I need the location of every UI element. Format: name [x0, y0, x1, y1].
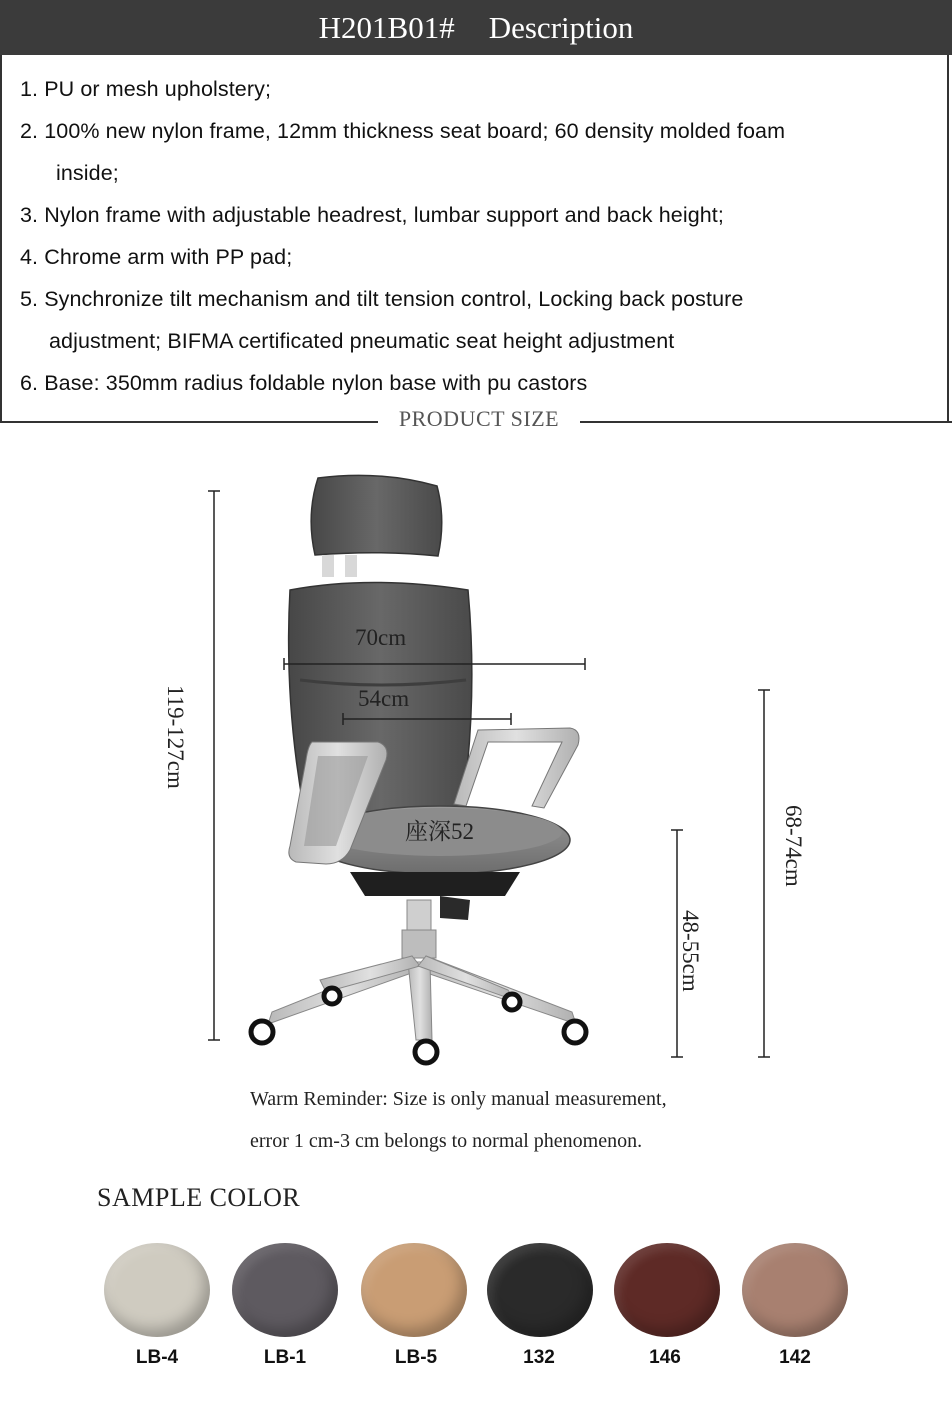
swatch-label: 146 [649, 1347, 681, 1368]
description-box [0, 55, 949, 421]
sample-color-title: SAMPLE COLOR [97, 1183, 301, 1212]
swatch-146 [614, 1243, 720, 1337]
product-size-title: PRODUCT SIZE [398, 406, 560, 431]
product-code: H201B01# [318, 9, 455, 45]
seat-depth-label: 座深52 [405, 819, 474, 844]
description-item-continuation: adjustment; BIFMA certificated pneumatic seat height adjustment [49, 329, 675, 353]
swatch-label: LB-5 [394, 1347, 438, 1368]
header-bar [0, 0, 952, 55]
arm-height-dimension [758, 690, 770, 1057]
divider-left [0, 421, 378, 423]
swatch-label: 132 [523, 1347, 555, 1368]
description-item: 5. Synchronize tilt mechanism and tilt tension control, Locking back posture [20, 287, 744, 311]
swatch-lb-4 [104, 1243, 210, 1337]
description-item: 4. Chrome arm with PP pad; [20, 245, 293, 269]
reminder-line-2: error 1 cm-3 cm belongs to normal phenomenon. [250, 1130, 643, 1152]
chair-illustration [251, 475, 586, 1063]
arm-height-label: 68-74cm [781, 805, 806, 887]
description-item: 2. 100% new nylon frame, 12mm thickness seat board; 60 density molded foam [20, 119, 786, 143]
swatch-lb-1 [232, 1243, 338, 1337]
description-item-continuation: inside; [56, 161, 119, 185]
overall-width-label: 70cm [355, 625, 407, 650]
swatch-label: LB-1 [263, 1347, 307, 1368]
swatch-label: LB-4 [135, 1347, 179, 1368]
header-title: Description [488, 9, 634, 45]
description-item: 3. Nylon frame with adjustable headrest, lumbar support and back height; [20, 203, 724, 227]
overall-height-dimension [208, 491, 220, 1040]
swatch-lb-5 [361, 1243, 467, 1337]
overall-height-label: 119-127cm [163, 685, 188, 789]
swatch-label: 142 [779, 1347, 811, 1368]
seat-height-label: 48-55cm [678, 910, 703, 992]
description-item: 6. Base: 350mm radius foldable nylon base with pu castors [20, 371, 588, 395]
seat-width-label: 54cm [358, 686, 410, 711]
chair-diagram [0, 430, 952, 1090]
swatch-142 [742, 1243, 848, 1337]
reminder-line-1: Warm Reminder: Size is only manual measurement, [250, 1088, 667, 1110]
swatch-132 [487, 1243, 593, 1337]
description-item: 1. PU or mesh upholstery; [20, 77, 272, 101]
divider-right [580, 421, 952, 423]
